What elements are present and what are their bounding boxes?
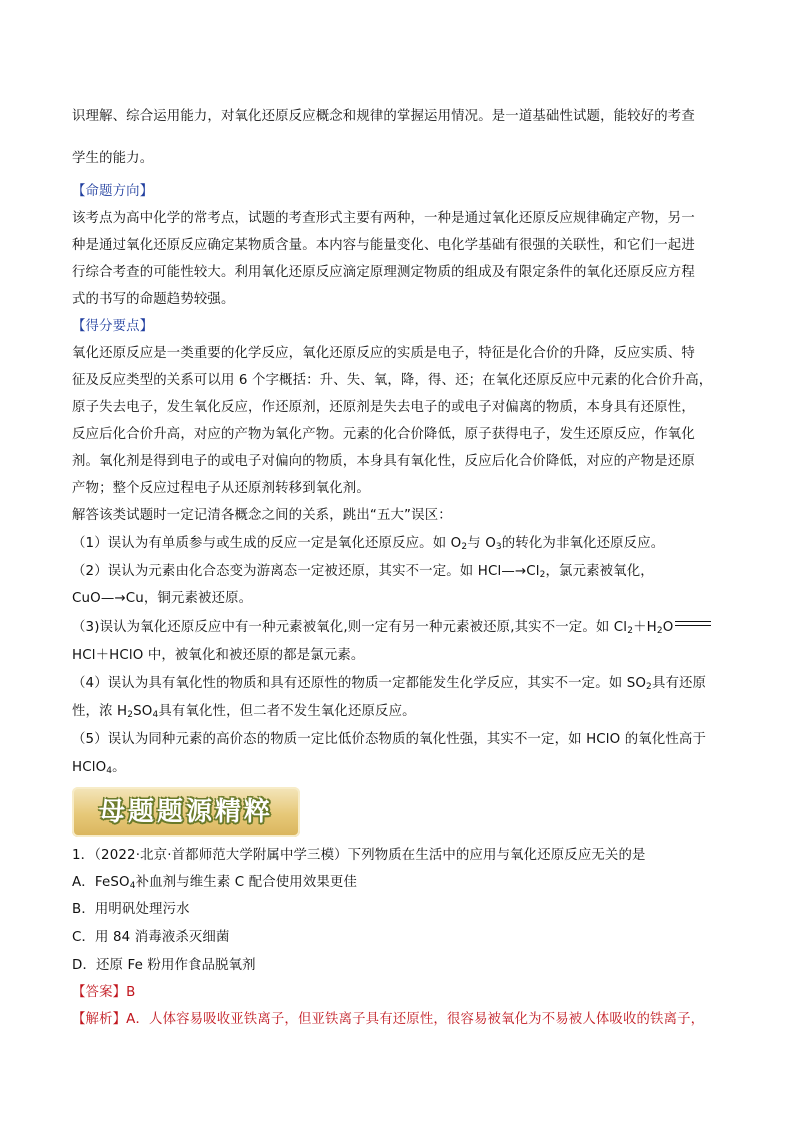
intro-line-1: 识理解、综合运用能力，对氧化还原反应概念和规律的掌握运用情况。是一道基础性试题，能较好的考查 — [72, 109, 695, 124]
direction-line-4: 式的书写的命题趋势较强。 — [72, 292, 235, 307]
direction-line-1: 该考点为高中化学的常考点，试题的考查形式主要有两种，一种是通过氧化还原反应规律确定产物，另一 — [72, 211, 695, 226]
misconception-5: （5）误认为同种元素的高价态的物质一定比低价态物质的氧化性强，其实不一定，如 HClO 的氧化性高于 — [72, 732, 707, 747]
analysis-text: A．人体容易吸收亚铁离子，但亚铁离子具有还原性，很容易被氧化为不易被人体吸收的铁离子， — [126, 1012, 705, 1027]
misconception-3: （3)误认为氧化还原反应中有一种元素被氧化,则一定有另一种元素被还原,其实不一定。如 $Cl_2+H_2O$ — [72, 619, 711, 640]
option-a: A．FeSO$_4$补血剂与维生素 C 配合使用效果更佳 — [72, 875, 358, 891]
section-banner — [72, 787, 300, 837]
points-line-2: 征及反应类型的关系可以用 6 个字概括：升、失、氧，降，得、还；在氧化还原反应中元素的化合价升高， — [72, 373, 713, 388]
misconception-2: （2）误认为元素由化合态变为游离态一定被还原，其实不一定。如 $HCl—\to Cl_2$，氯元素被氧化， — [72, 564, 654, 580]
question-stem: 1．（2022·北京·首都师范大学附属中学三模）下列物质在生活中的应用与氧化还原反应无关的是 — [72, 848, 646, 863]
points-line-6: 产物；整个反应过程电子从还原剂转移到氧化剂。 — [72, 481, 370, 496]
analysis-label: 【解析】 — [72, 1012, 127, 1027]
points-line-5: 剂。氧化剂是得到电子的或电子对偏向的物质，本身具有氧化性，反应后化合价降低，对应的产物是还原 — [72, 454, 695, 469]
misconception-3-cont: HCl＋HClO 中，被氧化和被还原的都是氯元素。 — [72, 648, 365, 663]
points-line-1: 氧化还原反应是一类重要的化学反应，氧化还原反应的实质是电子，特征是化合价的升降，反应实质、特 — [72, 346, 695, 361]
option-d: D．还原 Fe 粉用作食品脱氧剂 — [72, 958, 256, 973]
points-line-7: 解答该类试题时一定记清各概念之间的关系，跳出“五大”误区： — [72, 508, 452, 523]
misconception-2-cont: CuO—→Cu，铜元素被还原。 — [72, 591, 253, 606]
misconception-5-cont: HClO$_4$。 — [72, 760, 126, 776]
intro-line-2: 学生的能力。 — [72, 151, 154, 166]
direction-line-3: 行综合考查的可能性较大。利用氧化还原反应滴定原理测定物质的组成及有限定条件的氧化还原反应方程 — [72, 265, 695, 280]
misconception-1: （1）误认为有单质参与或生成的反应一定是氧化还原反应。如 $O_2$与 $O_3$的转化为非氧化还原反应。 — [72, 536, 665, 552]
option-c: C．用 84 消毒液杀灭细菌 — [72, 930, 230, 945]
analysis-line — [72, 1011, 704, 1029]
points-heading: 【得分要点】 — [72, 319, 154, 334]
misconception-4: （4）误认为具有氧化性的物质和具有还原性的物质一定都能发生化学反应，其实不一定。如 $SO_2$具有还原 — [72, 676, 707, 692]
equilibrium-arrow-icon — [675, 619, 711, 629]
section-banner-title: 母题题源精粹 — [98, 797, 273, 827]
points-line-4: 反应后化合价升高，对应的产物为氧化产物。元素的化合价降低，原子获得电子，发生还原反应，作氧化 — [72, 427, 695, 442]
answer-label: 【答案】 — [72, 985, 127, 1000]
direction-line-2: 种是通过氧化还原反应确定某物质含量。本内容与能量变化、电化学基础有很强的关联性，和它们一起进 — [72, 238, 695, 253]
option-b: B．用明矾处理污水 — [72, 902, 190, 917]
direction-heading: 【命题方向】 — [72, 184, 154, 199]
misconception-4-cont: 性，浓 $H_2SO_4$具有氧化性，但二者不发生氧化还原反应。 — [72, 704, 416, 720]
answer-value: B — [126, 985, 136, 1000]
answer-line — [72, 984, 136, 1002]
points-line-3: 原子失去电子，发生氧化反应，作还原剂，还原剂是失去电子的或电子对偏离的物质，本身具有还原性， — [72, 400, 695, 415]
